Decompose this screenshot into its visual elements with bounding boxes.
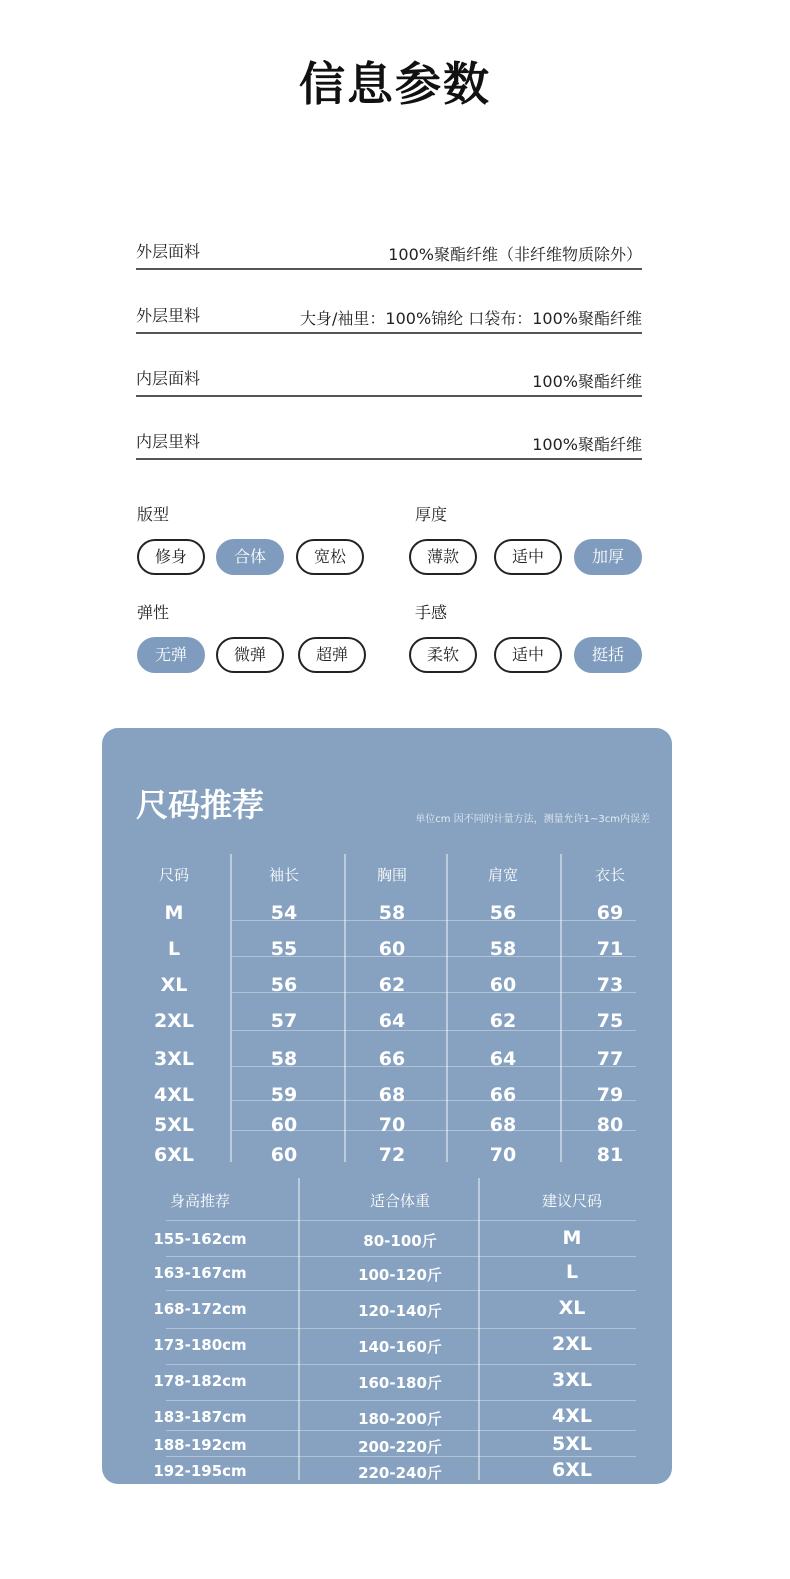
fit-option-loose[interactable]: 宽松 [296, 539, 364, 575]
size-table-cell: 57 [270, 1010, 298, 1032]
size-table-header: 肩宽 [487, 866, 518, 884]
recommend-table-row-line [166, 1290, 636, 1291]
size-table-header: 袖长 [268, 866, 299, 884]
material-label: 内层面料 [136, 369, 201, 388]
recommend-table-row-line [166, 1430, 636, 1431]
size-table-cell: 68 [489, 1114, 517, 1136]
size-table-cell: 70 [489, 1144, 517, 1166]
recommend-table-header: 适合体重 [369, 1192, 430, 1210]
recommend-table-row-line [166, 1400, 636, 1401]
size-table-row-line [232, 1100, 636, 1101]
size-table-cell: 62 [378, 974, 406, 996]
thickness-title: 厚度 [415, 505, 448, 524]
size-table-row-line [232, 920, 636, 921]
size-table-cell: 79 [596, 1084, 624, 1106]
material-label: 外层里料 [136, 306, 201, 325]
size-table-cell: 72 [378, 1144, 406, 1166]
height-cell: 178-182cm [153, 1372, 247, 1390]
size-table-cell: 70 [378, 1114, 406, 1136]
weight-cell: 160-180斤 [358, 1374, 442, 1392]
size-table-cell: 64 [489, 1048, 517, 1070]
weight-cell: 120-140斤 [358, 1302, 442, 1320]
recommend-table-row-line [166, 1256, 636, 1257]
size-table-cell: 54 [270, 902, 298, 924]
material-row-inner-lining [136, 428, 642, 460]
size-table-header: 衣长 [594, 866, 625, 884]
recommend-table-divider [298, 1178, 300, 1480]
material-row-inner-fabric [136, 365, 642, 397]
size-table-cell: 59 [270, 1084, 298, 1106]
material-row-outer-lining [136, 302, 642, 334]
thickness-option-medium[interactable]: 适中 [494, 539, 562, 575]
elasticity-option-none[interactable]: 无弹 [137, 637, 205, 673]
material-value: 大身/袖里：100%锦纶 口袋布：100%聚酯纤维 [300, 309, 642, 328]
material-value: 100%聚酯纤维 [532, 435, 642, 454]
recommend-table-row-line [166, 1328, 636, 1329]
size-panel-title: 尺码推荐 [136, 786, 265, 824]
size-table-cell: 69 [596, 902, 624, 924]
size-table-cell: 75 [596, 1010, 624, 1032]
size-table-divider [446, 854, 448, 1162]
height-cell: 183-187cm [153, 1408, 247, 1426]
weight-cell: 220-240斤 [358, 1464, 442, 1482]
size-table-header: 尺码 [158, 866, 189, 884]
recommend-table-row-line [166, 1364, 636, 1365]
fit-title: 版型 [137, 505, 170, 524]
size-label-cell: 3XL [154, 1048, 194, 1070]
size-table-cell: 56 [489, 902, 517, 924]
page-title: 信息参数 [299, 57, 491, 111]
size-table-cell: 56 [270, 974, 298, 996]
size-table-cell: 60 [270, 1144, 298, 1166]
size-label-cell: 5XL [154, 1114, 194, 1136]
size-label-cell: M [164, 902, 184, 924]
fit-option-regular[interactable]: 合体 [216, 539, 284, 575]
height-cell: 168-172cm [153, 1300, 247, 1318]
size-table-cell: 55 [270, 938, 298, 960]
size-table-row-line [232, 956, 636, 957]
material-label: 内层里料 [136, 432, 201, 451]
size-recommend-panel [102, 728, 672, 1484]
size-table-cell: 68 [378, 1084, 406, 1106]
recommended-size-cell: 3XL [552, 1369, 592, 1391]
weight-cell: 80-100斤 [363, 1232, 437, 1250]
material-label: 外层面料 [136, 242, 201, 261]
size-table-cell: 60 [378, 938, 406, 960]
recommend-table-header: 建议尺码 [541, 1192, 602, 1210]
size-table-cell: 60 [489, 974, 517, 996]
size-table-row-line [232, 1130, 636, 1131]
material-value: 100%聚酯纤维 [532, 372, 642, 391]
elasticity-option-slight[interactable]: 微弹 [216, 637, 284, 673]
elasticity-title: 弹性 [137, 603, 170, 622]
recommend-table-header: 身高推荐 [169, 1192, 230, 1210]
size-table-cell: 66 [378, 1048, 406, 1070]
size-table-cell: 58 [489, 938, 517, 960]
height-cell: 163-167cm [153, 1264, 247, 1282]
size-table-row-line [232, 1030, 636, 1031]
elasticity-option-super[interactable]: 超弹 [298, 637, 366, 673]
size-table-cell: 80 [596, 1114, 624, 1136]
fit-option-slim[interactable]: 修身 [137, 539, 205, 575]
recommended-size-cell: 4XL [552, 1405, 592, 1427]
size-table-cell: 71 [596, 938, 624, 960]
size-table-cell: 77 [596, 1048, 624, 1070]
recommend-table-row-line [166, 1220, 636, 1221]
size-table-divider [560, 854, 562, 1162]
size-table-cell: 81 [596, 1144, 624, 1166]
size-table-header: 胸围 [376, 866, 407, 884]
size-panel-note: 单位cm 因不同的计量方法，测量允许1~3cm内误差 [415, 814, 650, 825]
weight-cell: 100-120斤 [358, 1266, 442, 1284]
size-table-cell: 58 [378, 902, 406, 924]
weight-cell: 180-200斤 [358, 1410, 442, 1428]
size-label-cell: 2XL [154, 1010, 194, 1032]
height-cell: 173-180cm [153, 1336, 247, 1354]
feel-option-medium[interactable]: 适中 [494, 637, 562, 673]
recommended-size-cell: 2XL [552, 1333, 592, 1355]
recommended-size-cell: 6XL [552, 1459, 592, 1481]
recommended-size-cell: L [565, 1261, 579, 1283]
size-label-cell: XL [160, 974, 188, 996]
height-cell: 192-195cm [153, 1462, 247, 1480]
recommend-table-divider [478, 1178, 480, 1480]
size-table-divider [230, 854, 232, 1162]
size-table-cell: 58 [270, 1048, 298, 1070]
size-table-divider [344, 854, 346, 1162]
recommended-size-cell: 5XL [552, 1433, 592, 1455]
size-table-cell: 66 [489, 1084, 517, 1106]
size-label-cell: L [167, 938, 181, 960]
size-table-row-line [232, 992, 636, 993]
thickness-option-thick[interactable]: 加厚 [574, 539, 642, 575]
size-table-row-line [232, 1066, 636, 1067]
size-table-cell: 73 [596, 974, 624, 996]
height-cell: 155-162cm [153, 1230, 247, 1248]
feel-option-soft[interactable]: 柔软 [409, 637, 477, 673]
size-label-cell: 6XL [154, 1144, 194, 1166]
recommended-size-cell: M [562, 1227, 582, 1249]
thickness-option-thin[interactable]: 薄款 [409, 539, 477, 575]
weight-cell: 140-160斤 [358, 1338, 442, 1356]
recommended-size-cell: XL [558, 1297, 586, 1319]
feel-option-crisp[interactable]: 挺括 [574, 637, 642, 673]
feel-title: 手感 [415, 603, 448, 622]
height-cell: 188-192cm [153, 1436, 247, 1454]
size-label-cell: 4XL [154, 1084, 194, 1106]
material-row-outer-fabric [136, 238, 642, 270]
size-table-cell: 62 [489, 1010, 517, 1032]
material-value: 100%聚酯纤维（非纤维物质除外） [388, 245, 642, 264]
weight-cell: 200-220斤 [358, 1438, 442, 1456]
size-table-cell: 60 [270, 1114, 298, 1136]
recommend-table-row-line [166, 1456, 636, 1457]
size-table-cell: 64 [378, 1010, 406, 1032]
